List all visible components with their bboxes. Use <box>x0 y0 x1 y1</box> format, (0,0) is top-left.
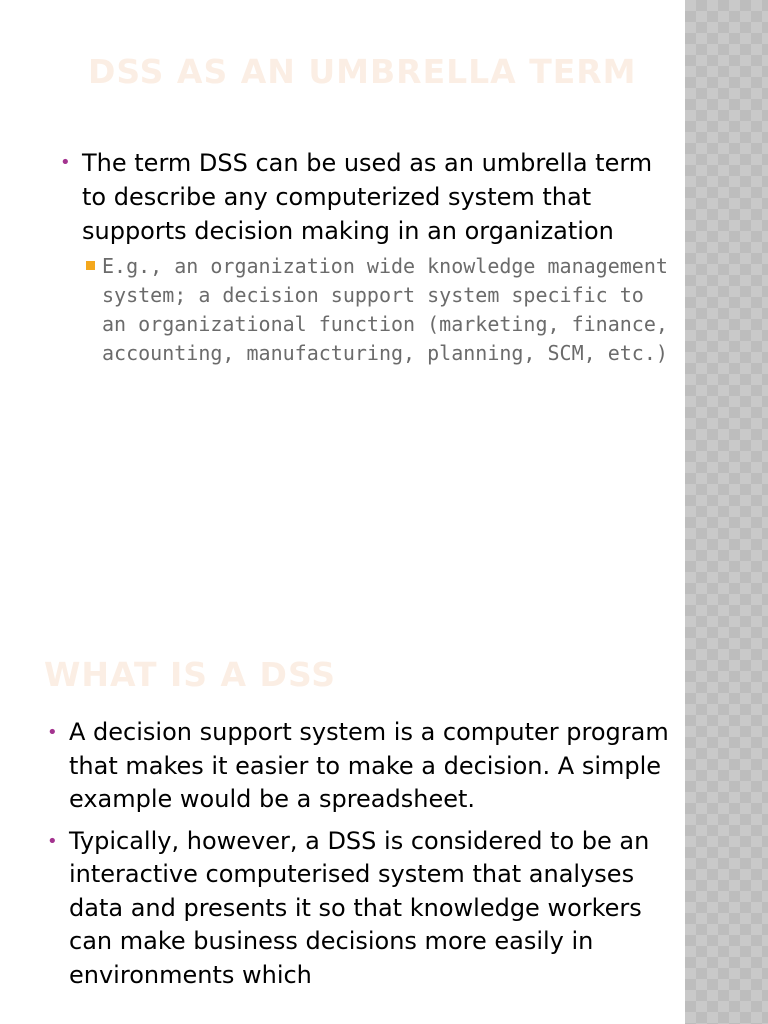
bullet-dot-icon: • <box>60 152 71 173</box>
bullet-list <box>47 716 669 1000</box>
bullet-dot-icon: • <box>47 830 58 852</box>
square-bullet-icon <box>86 261 95 270</box>
bullet-item <box>47 825 669 993</box>
bullet-item <box>47 716 669 817</box>
sub-bullet-list <box>102 252 672 368</box>
sub-bullet-text: E.g., an organization wide knowledge management system; a decision support system specific to an organizational function (marketing, finance, accounting, manufacturing, planning, SCM, etc.) <box>102 254 668 365</box>
bullet-list <box>60 146 672 368</box>
decorative-side-pattern <box>685 0 768 1024</box>
bullet-text: The term DSS can be used as an umbrella term to describe any computerized system that supports decision making in an organization <box>82 149 653 245</box>
slide-what-is-a-dss <box>0 620 685 1024</box>
slide-title: WHAT IS A DSS <box>44 655 337 694</box>
bullet-text: A decision support system is a computer program that makes it easier to make a decision. A simple example would be a spreadsheet. <box>69 718 669 813</box>
bullet-item <box>60 146 672 368</box>
bullet-text: Typically, however, a DSS is considered to be an interactive computerised system that analyses data and presents it so that knowledge workers can make business decisions more easily in environments which <box>69 826 650 989</box>
slide-title: DSS AS AN UMBRELLA TERM <box>88 52 637 91</box>
bullet-dot-icon: • <box>47 722 58 743</box>
sub-bullet-item <box>102 252 672 368</box>
